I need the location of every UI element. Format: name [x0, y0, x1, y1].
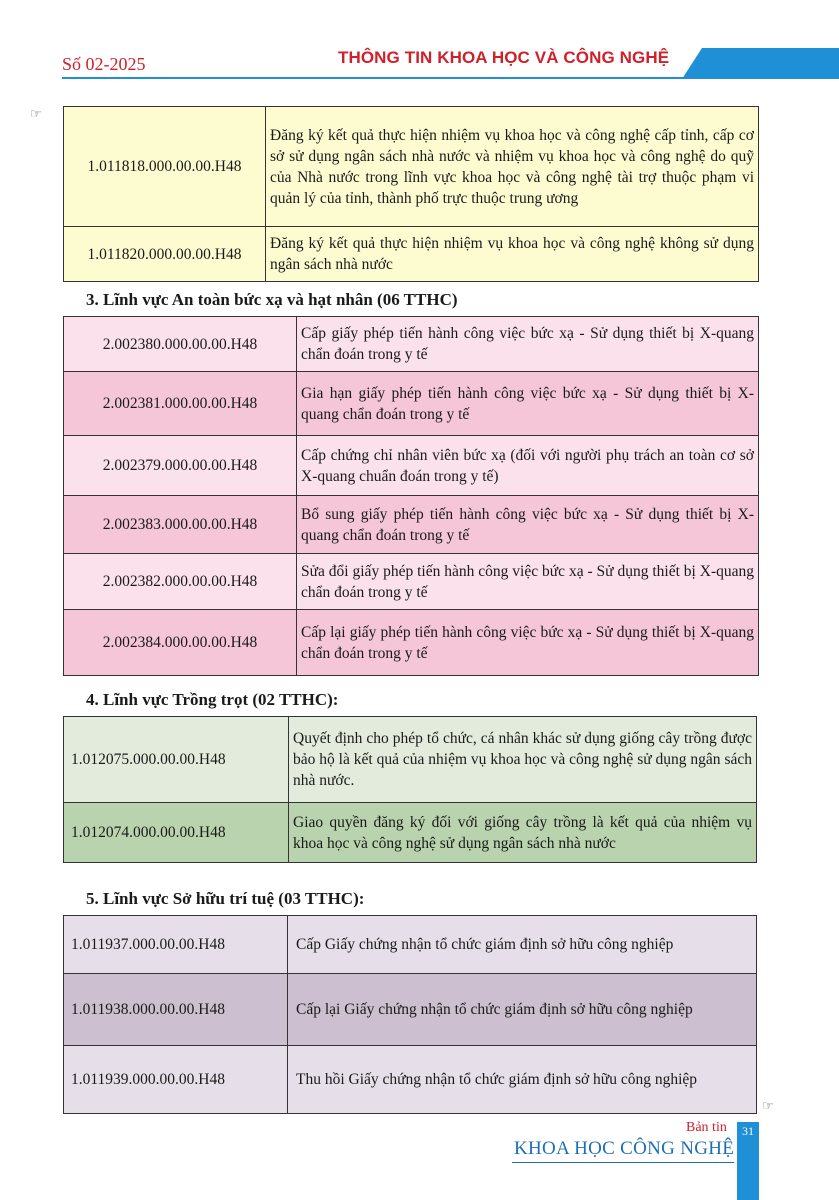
procedure-code: 2.002383.000.00.00.H48	[64, 496, 297, 554]
procedure-code: 1.011820.000.00.00.H48	[64, 227, 266, 282]
procedure-description: Bổ sung giấy phép tiến hành công việc bức xạ - Sử dụng thiết bị X-quang chẩn đoán trong y tế	[297, 496, 759, 554]
table-row	[64, 803, 757, 863]
table-row	[64, 227, 759, 282]
section-heading-ip: 5. Lĩnh vực Sở hữu trí tuệ (03 TTHC):	[86, 889, 365, 908]
procedure-code: 2.002381.000.00.00.H48	[64, 372, 297, 436]
procedure-description: Quyết định cho phép tổ chức, cá nhân khác sử dụng giống cây trồng được bảo hộ là kết quả của nhiệm vụ khoa học và công nghệ sử dụng ngân sách nhà nước.	[289, 717, 757, 803]
table-row	[64, 372, 759, 436]
procedure-code: 1.011818.000.00.00.H48	[64, 107, 266, 227]
footer-divider	[512, 1162, 734, 1163]
table-row	[64, 436, 759, 496]
table-row	[64, 1046, 757, 1114]
section-heading-cultivation: 4. Lĩnh vực Trồng trọt (02 TTHC):	[86, 690, 339, 709]
procedure-description: Thu hồi Giấy chứng nhận tổ chức giám định sở hữu công nghiệp	[288, 1046, 757, 1114]
pointing-hand-icon: ☞	[30, 106, 42, 121]
table-cultivation	[63, 716, 757, 863]
pointing-hand-icon: ☞	[762, 1098, 774, 1113]
procedure-code: 1.011938.000.00.00.H48	[64, 974, 288, 1046]
procedure-description: Cấp giấy phép tiến hành công việc bức xạ - Sử dụng thiết bị X-quang chẩn đoán trong y tế	[297, 317, 759, 372]
procedure-description: Đăng ký kết quả thực hiện nhiệm vụ khoa học và công nghệ cấp tỉnh, cấp cơ sở sử dụng ngân sách nhà nước và nhiệm vụ khoa học và công nghệ do quỹ của Nhà nước trong lĩnh vực khoa học và công nghệ tài trợ thuộc phạm vi quản lý của tỉnh, thành phố trực thuộc trung ương	[266, 107, 759, 227]
procedure-code: 1.012075.000.00.00.H48	[64, 717, 289, 803]
procedure-code: 1.011939.000.00.00.H48	[64, 1046, 288, 1114]
procedure-description: Cấp lại giấy phép tiến hành công việc bức xạ - Sử dụng thiết bị X-quang chẩn đoán trong y tế	[297, 610, 759, 676]
table-row	[64, 554, 759, 610]
procedure-description: Cấp lại Giấy chứng nhận tổ chức giám định sở hữu công nghiệp	[288, 974, 757, 1046]
table-row	[64, 974, 757, 1046]
footer-publication-name: KHOA HỌC CÔNG NGHỆ	[514, 1138, 735, 1159]
procedure-code: 1.012074.000.00.00.H48	[64, 803, 289, 863]
table-science-registration	[63, 106, 759, 282]
table-radiation-safety	[63, 316, 759, 676]
procedure-code: 2.002384.000.00.00.H48	[64, 610, 297, 676]
procedure-code: 1.011937.000.00.00.H48	[64, 916, 288, 974]
procedure-description: Cấp Giấy chứng nhận tổ chức giám định sở hữu công nghiệp	[288, 916, 757, 974]
issue-number: Số 02-2025	[62, 54, 146, 74]
procedure-description: Sửa đổi giấy phép tiến hành công việc bức xạ - Sử dụng thiết bị X-quang chẩn đoán trong y tế	[297, 554, 759, 610]
procedure-description: Gia hạn giấy phép tiến hành công việc bức xạ - Sử dụng thiết bị X-quang chẩn đoán trong y tế	[297, 372, 759, 436]
procedure-description: Đăng ký kết quả thực hiện nhiệm vụ khoa học và công nghệ không sử dụng ngân sách nhà nước	[266, 227, 759, 282]
table-row	[64, 610, 759, 676]
table-intellectual-property	[63, 915, 757, 1114]
table-row	[64, 107, 759, 227]
procedure-description: Cấp chứng chỉ nhân viên bức xạ (đối với người phụ trách an toàn cơ sở X-quang chuẩn đoán trong y tế)	[297, 436, 759, 496]
table-row	[64, 717, 757, 803]
table-row	[64, 916, 757, 974]
footer-bulletin-label: Bản tin	[686, 1120, 727, 1135]
page-number: 31	[742, 1124, 754, 1138]
procedure-code: 2.002382.000.00.00.H48	[64, 554, 297, 610]
table-row	[64, 317, 759, 372]
procedure-code: 2.002379.000.00.00.H48	[64, 436, 297, 496]
table-row	[64, 496, 759, 554]
section-heading-radiation: 3. Lĩnh vực An toàn bức xạ và hạt nhân (06 TTHC)	[86, 290, 458, 309]
page-header-title: THÔNG TIN KHOA HỌC VÀ CÔNG NGHỆ	[338, 48, 670, 67]
procedure-code: 2.002380.000.00.00.H48	[64, 317, 297, 372]
procedure-description: Giao quyền đăng ký đối với giống cây trồng là kết quả của nhiệm vụ khoa học và công nghệ sử dụng ngân sách nhà nước	[289, 803, 757, 863]
